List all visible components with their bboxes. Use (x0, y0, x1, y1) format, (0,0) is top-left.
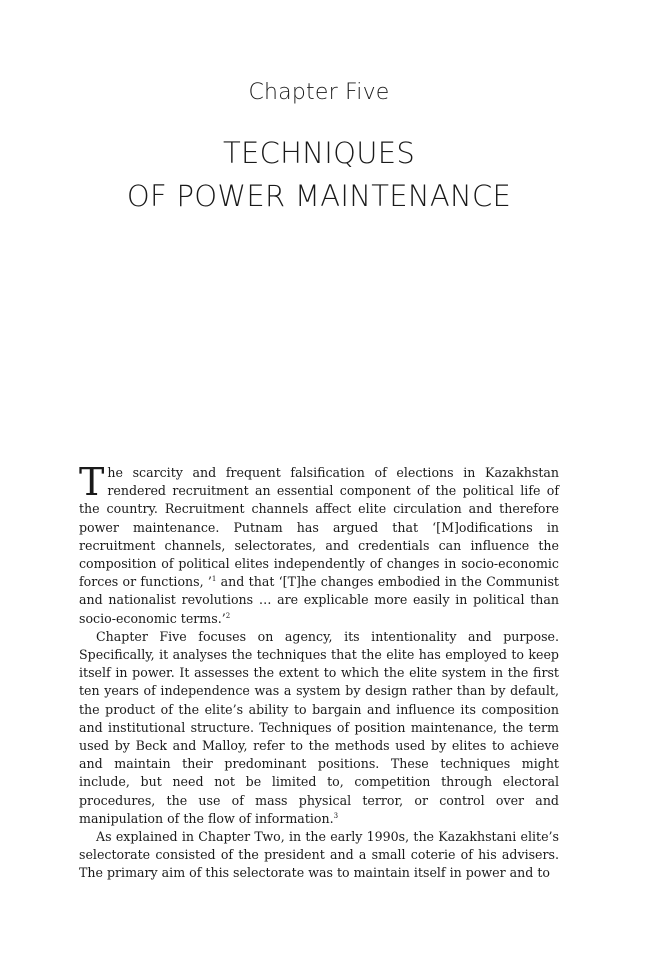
paragraph-2 (79, 628, 559, 828)
chapter-title-line-1: TECHNIQUES (222, 136, 416, 170)
paragraph-1-text-a: he scarcity and frequent falsification of elections in Kazakhstan rendered recruitment an essential component of the political life of the country. Recruitment channels affect elite circulation and therefore power maintenance. Putnam has argued that ‘[M]odifications in recruitment channels, selectorates, and credentials can influence the composition of political elites independently of changes in socio-economic forces or functions, ’ (79, 465, 559, 590)
chapter-label: Chapter Five (248, 80, 390, 105)
drop-cap: T (79, 460, 105, 504)
paragraph-3-text: As explained in Chapter Two, in the early 1990s, the Kazakhstani elite’s selectorate consisted of the president and a small coterie of his advisers. The primary aim of this selectorate was to maintain itself in power and to (79, 829, 559, 881)
paragraph-2-text: Chapter Five focuses on agency, its intentionality and purpose. Specifically, it analyses the techniques that the elite has employed to keep itself in power. It assesses the extent to which the elite system in the first ten years of independence was a system by design rather than by default, the product of the elite’s ability to bargain and influence its composition and institutional structure. Techniques of position maintenance, the term used by Beck and Malloy, refer to the methods used by elites to achieve and maintain their predominant positions. These techniques might include, but need not be limited to, competition through electoral procedures, the use of mass physical terror, or control over and manipulation of the flow of information. (79, 628, 559, 826)
paragraph-1-text-b: and that ‘[T]he changes embodied in the Communist and nationalist revolutions … are explicable more easily in political than socio-economic terms.’ (79, 574, 559, 626)
paragraph-1 (79, 460, 559, 628)
chapter-title-line-2: OF POWER MAINTENANCE (126, 179, 512, 213)
chapter-title (0, 132, 638, 218)
footnote-ref-1: 1 (211, 575, 217, 584)
footnote-ref-2: 2 (225, 611, 231, 620)
footnote-ref-3: 3 (333, 811, 339, 820)
body-text (79, 460, 559, 883)
paragraph-3 (79, 828, 559, 883)
